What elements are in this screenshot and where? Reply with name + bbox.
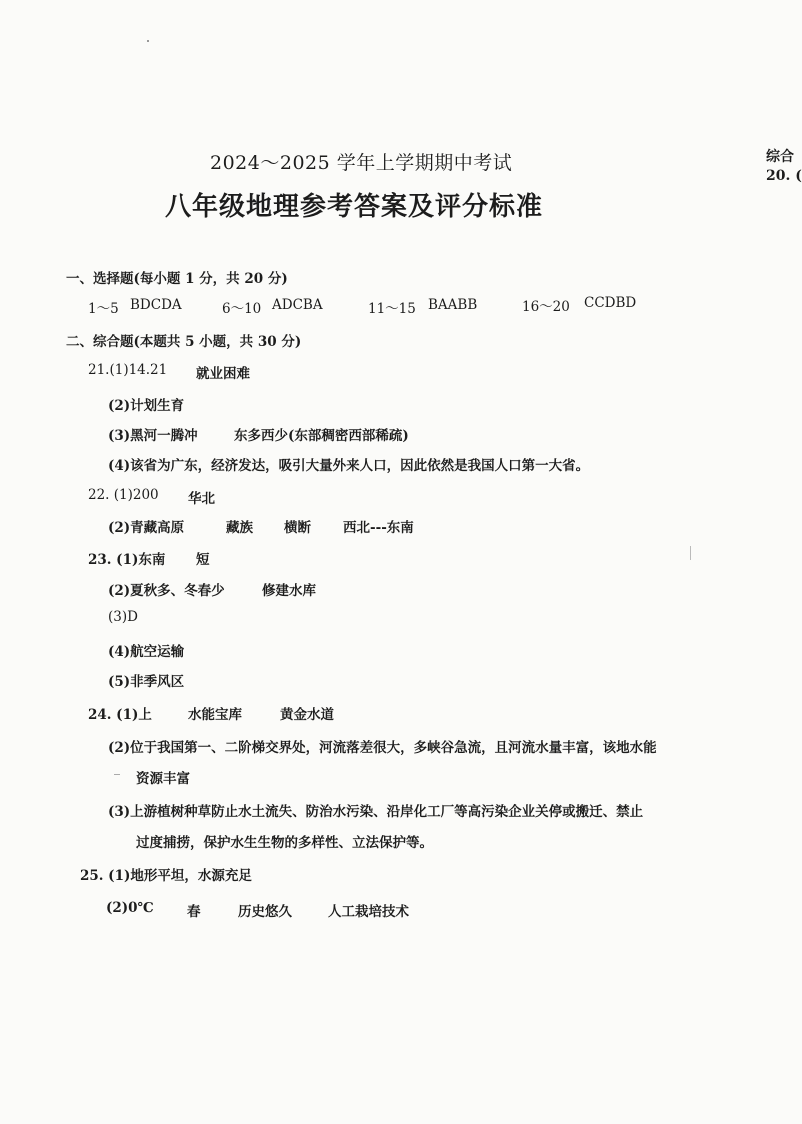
q21-line4: (4)该省为广东，经济发达，吸引大量外来人口，因此依然是我国人口第一大省。 <box>108 458 590 474</box>
q22-line2: (2)青藏高原 <box>108 520 185 536</box>
scan-speck <box>147 40 149 42</box>
q23-line4: (4)航空运输 <box>108 644 185 660</box>
q23-line1-answer: 短 <box>196 552 210 568</box>
q24-line1-answer: 水能宝库 <box>188 707 242 723</box>
q23-line2: (2)夏秋多、冬春少 <box>108 583 225 599</box>
q21-line2: (2)计划生育 <box>108 398 185 414</box>
q21-line3: (3)黑河一腾冲 <box>108 428 198 444</box>
q24-line3-cont: 过度捕捞，保护水生生物的多样性、立法保护等。 <box>136 835 433 851</box>
answer-values: BAABB <box>428 297 478 313</box>
edge-text-line2: 20. ( <box>766 168 802 184</box>
q24-line3: (3)上游植树种草防止水土流失、防治水污染、沿岸化工厂等高污染企业关停或搬迁、禁止 <box>108 804 644 820</box>
q22-line2-answer: 藏族 <box>226 520 253 536</box>
q22-line2-answer: 横断 <box>284 520 311 536</box>
q23-line2-answer: 修建水库 <box>262 583 316 599</box>
q21-line1-answer: 就业困难 <box>196 366 250 382</box>
q23-line5: (5)非季风区 <box>108 674 185 690</box>
q24-line2-cont: 资源丰富 <box>136 771 190 787</box>
exam-subtitle: 2024～2025 学年上学期期中考试 <box>210 152 513 174</box>
answer-values: BDCDA <box>130 297 182 313</box>
page-title: 八年级地理参考答案及评分标准 <box>165 192 544 222</box>
answer-range: 6～10 <box>222 301 262 317</box>
answer-range: 1～5 <box>88 301 119 317</box>
q22-line1-answer: 华北 <box>188 491 215 507</box>
q25-line2-answer: 春 <box>187 904 201 920</box>
answer-range: 11～15 <box>368 301 416 317</box>
answer-values: CCDBD <box>584 295 637 311</box>
q22-line2-answer: 西北---东南 <box>343 520 414 536</box>
answer-values: ADCBA <box>272 297 323 313</box>
q22-line1: 22. (1)200 <box>88 487 159 503</box>
q23-line1: 23. (1)东南 <box>88 552 166 568</box>
section2-heading: 二、综合题(本题共 5 小题，共 30 分) <box>66 334 302 350</box>
scan-speck <box>690 546 691 560</box>
q24-line1: 24. (1)上 <box>88 707 152 723</box>
q21-line3-answer: 东多西少(东部稠密西部稀疏) <box>234 428 409 444</box>
section1-heading: 一、选择题(每小题 1 分，共 20 分) <box>66 271 288 287</box>
answer-range: 16～20 <box>522 299 570 315</box>
q25-line2-answer: 历史悠久 <box>238 904 292 920</box>
q25-line1: 25. (1)地形平坦，水源充足 <box>80 868 252 884</box>
scan-speck <box>114 774 120 775</box>
q24-line1-answer: 黄金水道 <box>280 707 334 723</box>
q21-line1: 21.(1)14.21 <box>88 362 168 378</box>
q24-line2: (2)位于我国第一、二阶梯交界处，河流落差很大，多峡谷急流，且河流水量丰富，该地水能 <box>108 740 657 756</box>
q23-line3: (3)D <box>108 609 138 625</box>
q25-line2-answer: 人工栽培技术 <box>328 904 409 920</box>
edge-text-line1: 综合 <box>766 149 794 165</box>
q25-line2: (2)0℃ <box>106 900 154 916</box>
